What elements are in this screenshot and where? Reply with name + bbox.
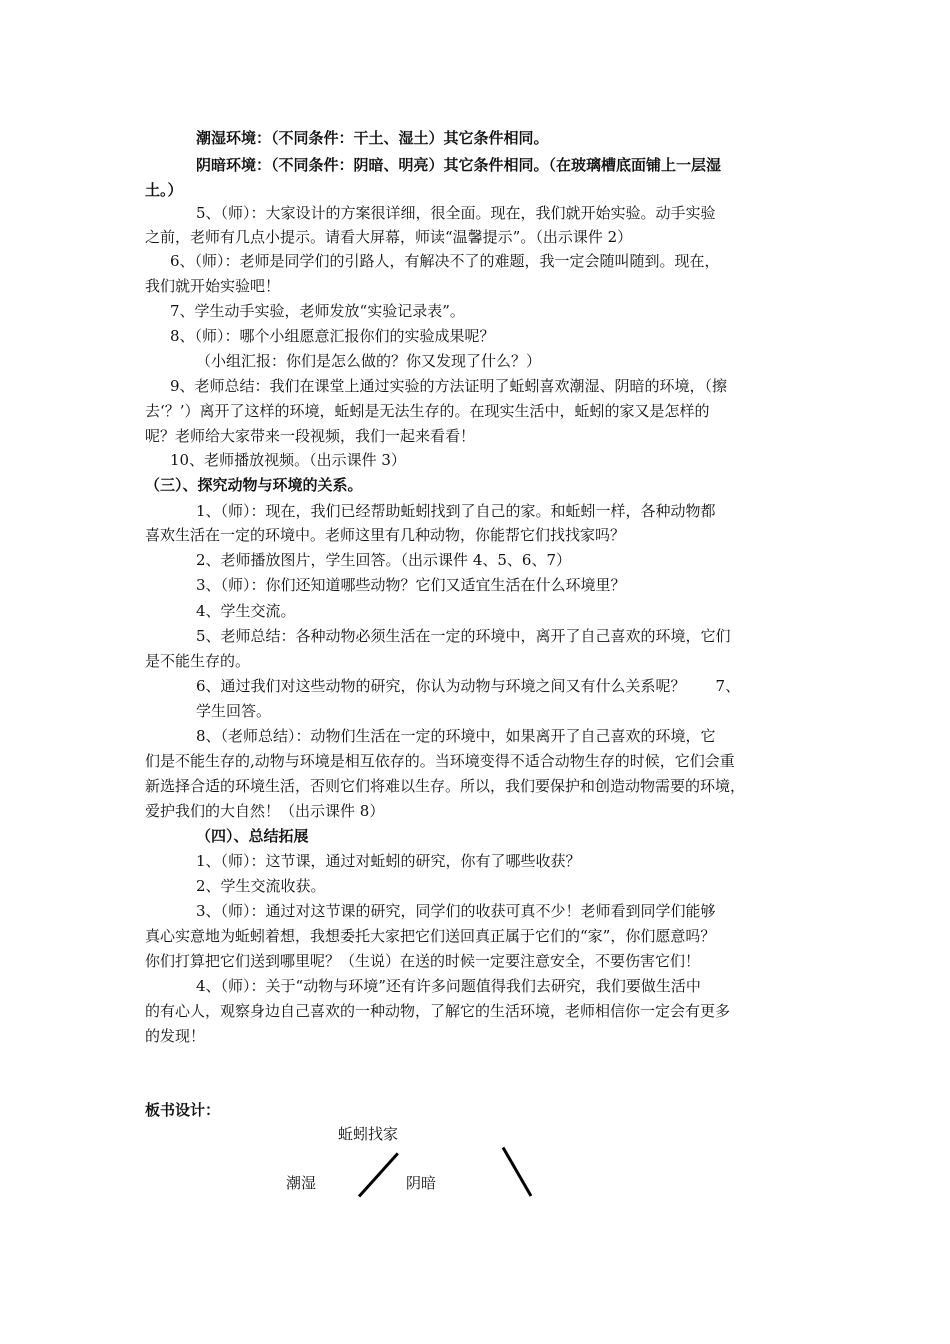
- board-right-label: 阴暗: [406, 1174, 437, 1192]
- section-heading: （四）、总结拓展: [196, 827, 309, 845]
- text-line: 爱护我们的大自然！（出示课件 8）: [145, 802, 385, 820]
- text-line: 新选择合适的环境生活，否则它们将难以生存。所以，我们要保护和创造动物需要的环境，: [145, 777, 746, 795]
- text-line: 5、（师）：大家设计的方案很详细，很全面。现在，我们就开始实验。动手实验: [196, 204, 716, 222]
- text-line: 5、老师总结：各种动物必须生活在一定的环境中，离开了自己喜欢的环境，它们: [196, 627, 731, 645]
- text-line: 呢？老师给大家带来一段视频，我们一起来看看！: [145, 427, 476, 445]
- text-line: 喜欢生活在一定的环境中。老师这里有几种动物，你能帮它们找找家吗？: [145, 526, 626, 544]
- section-heading: （三）、探究动物与环境的关系。: [145, 476, 363, 494]
- text-line: 学生回答。: [196, 702, 272, 720]
- text-line: 7、学生动手实验，老师发放“实验记录表”。: [170, 302, 465, 320]
- text-line: 9、老师总结：我们在课堂上通过实验的方法证明了蚯蚓喜欢潮湿、阴暗的环境，（擦: [170, 377, 728, 395]
- board-left-label: 潮湿: [286, 1174, 317, 1192]
- text-line: 你们打算把它们送到哪里呢？（生说）在送的时候一定要注意安全，不要伤害它们！: [145, 952, 701, 970]
- text-line: 是不能生存的。: [145, 652, 251, 670]
- board-heading: 板书设计：: [145, 1101, 221, 1119]
- text-line: 1、（师）：这节课，通过对蚯蚓的研究，你有了哪些收获？: [196, 852, 581, 870]
- text-line: 潮湿环境：（不同条件：干土、湿土）其它条件相同。: [196, 129, 549, 147]
- text-line: 4、（师）：关于“动物与环境”还有许多问题值得我们去研究，我们要做生活中: [196, 977, 701, 995]
- text-line: 真心实意地为蚯蚓着想，我想委托大家把它们送回真正属于它们的“家”，你们愿意吗？: [145, 927, 716, 945]
- text-line: 8、（老师总结）：动物们生活在一定的环境中，如果离开了自己喜欢的环境，它: [196, 727, 716, 745]
- text-line: 阴暗环境：（不同条件：阴暗、明亮）其它条件相同。（在玻璃槽底面铺上一层湿: [196, 156, 722, 174]
- text-line: 3、（师）：通过对这节课的研究，同学们的收获可真不少！老师看到同学们能够: [196, 902, 716, 920]
- board-title: 蚯蚓找家: [338, 1125, 399, 1143]
- text-line: 们是不能生存的,动物与环境是相互依存的。当环境变得不适合动物生存的时候，它们会重: [145, 752, 735, 770]
- text-line: 2、学生交流收获。: [196, 877, 326, 895]
- text-line: 2、老师播放图片，学生回答。（出示课件 4、5、6、7）: [196, 551, 571, 569]
- board-right-stroke: [502, 1147, 533, 1197]
- text-line: 8、（师）：哪个小组愿意汇报你们的实验成果呢？: [170, 327, 495, 345]
- text-line: 3、（师）：你们还知道哪些动物？它们又适宜生活在什么环境里？: [196, 576, 626, 594]
- text-line: 的有心人，观察身边自己喜欢的一种动物，了解它的生活环境，老师相信你一定会有更多: [145, 1002, 731, 1020]
- text-line: 4、学生交流。: [196, 602, 296, 620]
- text-line: 之前，老师有几点小提示。请看大屏幕，师读“温馨提示”。（出示课件 2）: [145, 228, 633, 246]
- text-line: （小组汇报：你们是怎么做的？你又发现了什么？）: [196, 352, 542, 370]
- text-line: 6、（师）：老师是同学们的引路人，有解决不了的难题，我一定会随叫随到。现在，: [170, 252, 720, 270]
- text-line: 的发现！: [145, 1027, 206, 1045]
- text-line: 土。）: [145, 181, 183, 199]
- board-left-stroke: [358, 1152, 399, 1197]
- text-line: 去‘？’）离开了这样的环境，蚯蚓是无法生存的。在现实生活中，蚯蚓的家又是怎样的: [145, 402, 710, 420]
- text-line: 1、（师）：现在，我们已经帮助蚯蚓找到了自己的家。和蚯蚓一样，各种动物都: [196, 502, 716, 520]
- text-line: 6、通过我们对这些动物的研究，你认为动物与环境之间又有什么关系呢？ 7、: [196, 677, 741, 695]
- text-line: 我们就开始实验吧！: [145, 277, 281, 295]
- text-line: 10、老师播放视频。（出示课件 3）: [170, 451, 406, 469]
